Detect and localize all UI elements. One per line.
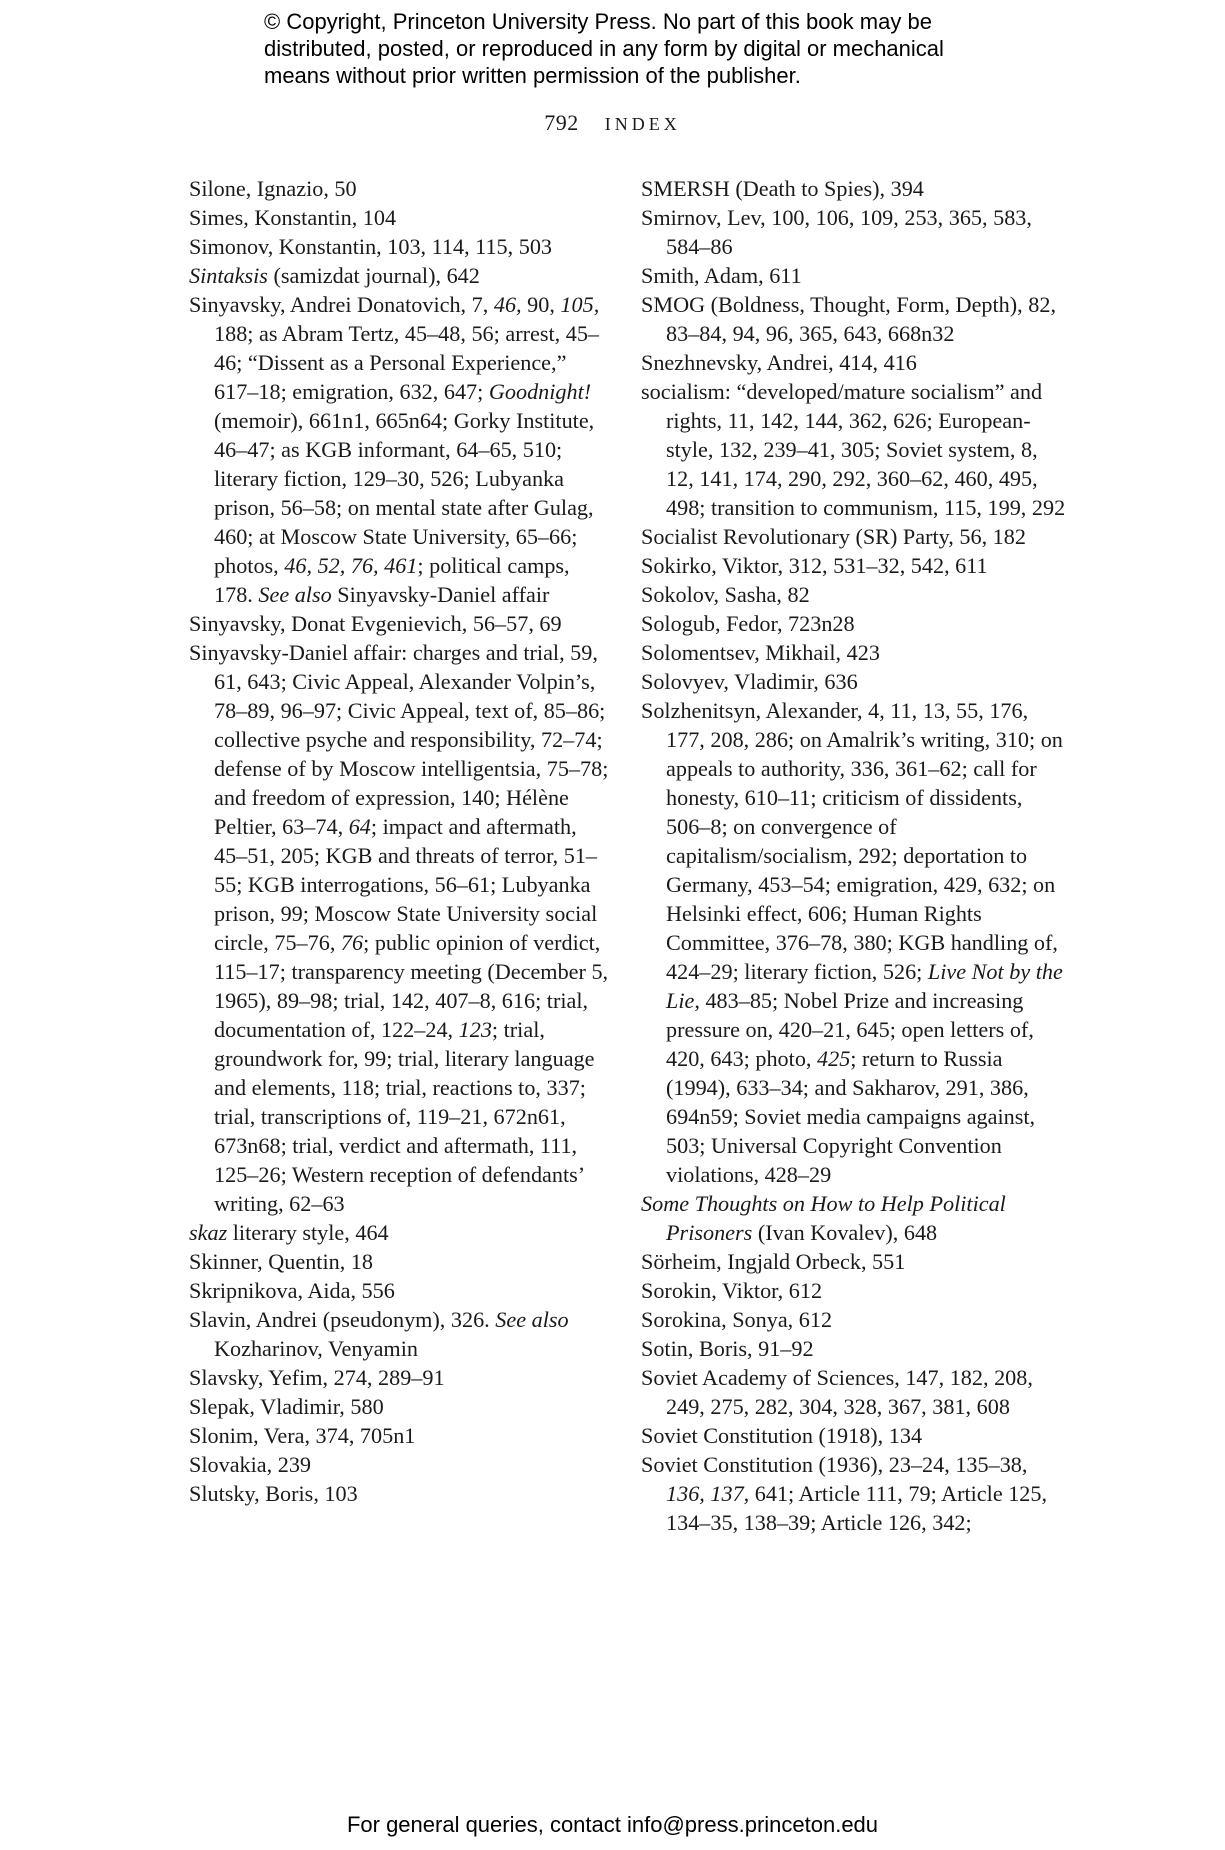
index-entry — [641, 348, 1066, 377]
index-entry-text: Silone, Ignazio, 50 — [189, 176, 357, 201]
index-entry-text: SMOG (Boldness, Thought, Form, Depth), 82, 83–84, 94, 96, 365, 643, 668n32 — [641, 292, 1056, 346]
index-entry — [189, 1421, 609, 1450]
index-entry-text: ; return to Russia (1994), 633–34; and Sakharov, 291, 386, 694n59; Soviet media campaigns against, 503; Universal Copyright Convention violations, 428–29 — [666, 1046, 1036, 1187]
index-entry-text: Sinyavsky-Daniel affair: charges and trial, 59, 61, 643; Civic Appeal, Alexander Volpin’s, 78–89, 96–97; Civic Appeal, text of, 85–86; collective psyche and responsibility, 72–74; defense of by Moscow intelligentsia, 75–78; and freedom of expression, 140; Hélène Peltier, 63–74, — [189, 640, 609, 839]
index-entry-text: Sörheim, Ingjald Orbeck, 551 — [641, 1249, 906, 1274]
index-entry-text: Socialist Revolutionary (SR) Party, 56, 182 — [641, 524, 1026, 549]
index-entry-text: Smirnov, Lev, 100, 106, 109, 253, 365, 583, 584–86 — [641, 205, 1032, 259]
index-entry-text: Slavin, Andrei (pseudonym), 326. — [189, 1307, 496, 1332]
index-entry-italic-text: Live Not by the Lie, — [666, 959, 1063, 1013]
index-entry — [641, 261, 1066, 290]
index-entry-text: 483–85; Nobel Prize and increasing pressure on, 420–21, 645; open letters of, 420, 643; photo, — [666, 988, 1034, 1071]
index-entry — [641, 1305, 1066, 1334]
index-entry — [641, 1363, 1066, 1421]
index-entry-italic-text: skaz — [189, 1220, 228, 1245]
index-entry — [189, 1276, 609, 1305]
index-entry-text: SMERSH (Death to Spies), 394 — [641, 176, 924, 201]
index-entry-text: ; impact and aftermath, 45–51, 205; KGB and threats of terror, 51–55; KGB interrogations, 56–61; Lubyanka prison, 99; Moscow State University social circle, 75–76, — [214, 814, 598, 955]
index-entry-text: 188; as Abram Tertz, 45–48, 56; arrest, 45–46; “Dissent as a Personal Experience,” 617–18; emigration, 632, 647; — [214, 321, 600, 404]
index-entry-text: literary style, 464 — [227, 1220, 389, 1245]
index-entry — [189, 1305, 609, 1363]
index-entry — [189, 1479, 609, 1508]
index-entry-text: Snezhnevsky, Andrei, 414, 416 — [641, 350, 917, 375]
index-entry-italic-text: Some Thoughts on How to Help Political Prisoners — [641, 1191, 1006, 1245]
index-entry-text: Sorokin, Viktor, 612 — [641, 1278, 823, 1303]
index-entry-text: Kozharinov, Venyamin — [214, 1336, 418, 1361]
index-entry — [641, 1450, 1066, 1537]
index-entry-text: Smith, Adam, 611 — [641, 263, 802, 288]
index-entry-text: Sokirko, Viktor, 312, 531–32, 542, 611 — [641, 553, 988, 578]
index-entry-text: Solomentsev, Mikhail, 423 — [641, 640, 880, 665]
index-entry-text: Slavsky, Yefim, 274, 289–91 — [189, 1365, 445, 1390]
index-column-right — [641, 174, 1066, 1537]
index-entry-text: Soviet Academy of Sciences, 147, 182, 208, 249, 275, 282, 304, 328, 367, 381, 608 — [641, 1365, 1033, 1419]
index-entry-italic-text: Goodnight! — [488, 379, 592, 404]
index-entry-text: Simonov, Konstantin, 103, 114, 115, 503 — [189, 234, 553, 259]
index-entry — [641, 522, 1066, 551]
index-entry-text: (samizdat journal), 642 — [267, 263, 480, 288]
index-entry — [641, 1189, 1066, 1247]
index-entry-text: socialism: “developed/mature socialism” and rights, 11, 142, 144, 362, 626; European-style, 132, 239–41, 305; Soviet system, 8, 12, 141, 174, 290, 292, 360–62, 460, 495, 498; transition to communism, 115, 199, 292 — [641, 379, 1066, 520]
index-entry — [641, 290, 1066, 348]
index-entry — [189, 609, 609, 638]
index-entry-text: ; trial, groundwork for, 99; trial, literary language and elements, 118; trial, reactions to, 337; trial, transcriptions of, 119–21, 672n61, 673n68; trial, verdict and aftermath, 111, 125–26; Western reception of defendants’ writing, 62–63 — [214, 1017, 595, 1216]
index-entry-text: Skinner, Quentin, 18 — [189, 1249, 373, 1274]
index-entry-text: Soviet Constitution (1918), 134 — [641, 1423, 923, 1448]
index-entry-text: Sokolov, Sasha, 82 — [641, 582, 810, 607]
index-entry-italic-text: 64 — [348, 814, 371, 839]
index-entry-text: ; public opinion of verdict, 115–17; transparency meeting (December 5, 1965), 89–98; trial, 142, 407–8, 616; trial, documentation of, 122–24, — [214, 930, 609, 1042]
index-entry-text: Sinyavsky, Andrei Donatovich, 7, — [189, 292, 494, 317]
index-entry — [189, 1450, 609, 1479]
index-entry-italic-text: 105, — [560, 292, 600, 317]
index-entry-text: Slutsky, Boris, 103 — [189, 1481, 358, 1506]
index-entry — [189, 203, 609, 232]
index-entry-italic-text: 136, 137, — [666, 1481, 750, 1506]
index-entry-text: Skripnikova, Aida, 556 — [189, 1278, 395, 1303]
index-entry-text: Slonim, Vera, 374, 705n1 — [189, 1423, 416, 1448]
index-entry-text: (Ivan Kovalev), 648 — [752, 1220, 938, 1245]
index-entry-text: Sorokina, Sonya, 612 — [641, 1307, 833, 1332]
index-entry — [641, 1247, 1066, 1276]
index-entry-italic-text: 76 — [340, 930, 364, 955]
index-entry-text: ; political camps, 178. — [214, 553, 570, 607]
index-entry-text: (memoir), 661n1, 665n64; Gorky Institute, 46–47; as KGB informant, 64–65, 510; literary fiction, 129–30, 526; Lubyanka prison, 56–58; on mental state after Gulag, 460; at Moscow State University, 65–66; photos, — [214, 408, 595, 578]
index-entry — [641, 377, 1066, 522]
index-entry — [641, 667, 1066, 696]
index-entry-text: Slepak, Vladimir, 580 — [189, 1394, 384, 1419]
index-column-left — [189, 174, 609, 1508]
index-entry — [641, 580, 1066, 609]
index-entry-text: Sotin, Boris, 91–92 — [641, 1336, 814, 1361]
copyright-line: means without prior written permission of the publisher. — [264, 63, 801, 88]
index-entry — [189, 1363, 609, 1392]
index-entry-text: Solovyev, Vladimir, 636 — [641, 669, 858, 694]
index-entry — [641, 1276, 1066, 1305]
index-entry-text: Slovakia, 239 — [189, 1452, 312, 1477]
index-entry-italic-text: See also — [258, 582, 332, 607]
index-entry-text: Solzhenitsyn, Alexander, 4, 11, 13, 55, 176, 177, 208, 286; on Amalrik’s writing, 310; on appeals to authority, 336, 361–62; call for honesty, 610–11; criticism of dissidents, 506–8; on convergence of capitalism/socialism, 292; deportation to Germany, 453–54; emigration, 429, 632; on Helsinki effect, 606; Human Rights Committee, 376–78, 380; KGB handling of, 424–29; literary fiction, 526; — [641, 698, 1063, 984]
index-entry-text: Sologub, Fedor, 723n28 — [641, 611, 855, 636]
index-entry — [641, 174, 1066, 203]
index-entry — [189, 174, 609, 203]
index-entry-text: Soviet Constitution (1936), 23–24, 135–38, — [641, 1452, 1028, 1477]
index-entry-text: 90, — [521, 292, 561, 317]
section-title: INDEX — [604, 114, 681, 134]
index-entry — [641, 609, 1066, 638]
index-entry — [641, 203, 1066, 261]
copyright-notice — [264, 8, 1024, 89]
index-entry — [189, 1392, 609, 1421]
footer-contact: For general queries, contact info@press.princeton.edu — [346, 1812, 879, 1837]
copyright-line: distributed, posted, or reproduced in any form by digital or mechanical — [264, 36, 944, 61]
index-entry — [189, 1247, 609, 1276]
index-entry — [641, 551, 1066, 580]
index-entry — [641, 638, 1066, 667]
index-entry — [189, 1218, 609, 1247]
index-entry-text: 641; Article 111, 79; Article 125, 134–35, 138–39; Article 126, 342; — [666, 1481, 1048, 1535]
index-entry-italic-text: 46, — [493, 292, 522, 317]
index-entry-italic-text: Sintaksis — [189, 263, 268, 288]
copyright-line: © Copyright, Princeton University Press. No part of this book may be — [264, 9, 932, 34]
index-entry-italic-text: See also — [495, 1307, 569, 1332]
index-entry — [641, 1334, 1066, 1363]
index-entry — [189, 232, 609, 261]
index-entry — [189, 638, 609, 1218]
index-entry-text: Sinyavsky, Donat Evgenievich, 56–57, 69 — [189, 611, 562, 636]
index-entry-text: Simes, Konstantin, 104 — [189, 205, 397, 230]
index-entry-italic-text: 425 — [817, 1046, 851, 1071]
index-entry — [641, 1421, 1066, 1450]
index-entry — [189, 261, 609, 290]
running-head — [0, 110, 1225, 136]
index-entry-italic-text: 123 — [458, 1017, 492, 1042]
page-number: 792 — [544, 110, 579, 135]
index-entry — [641, 696, 1066, 1189]
index-entry-italic-text: 46, 52, 76, 461 — [284, 553, 418, 578]
index-entry-text: Sinyavsky-Daniel affair — [331, 582, 550, 607]
index-entry — [189, 290, 609, 609]
